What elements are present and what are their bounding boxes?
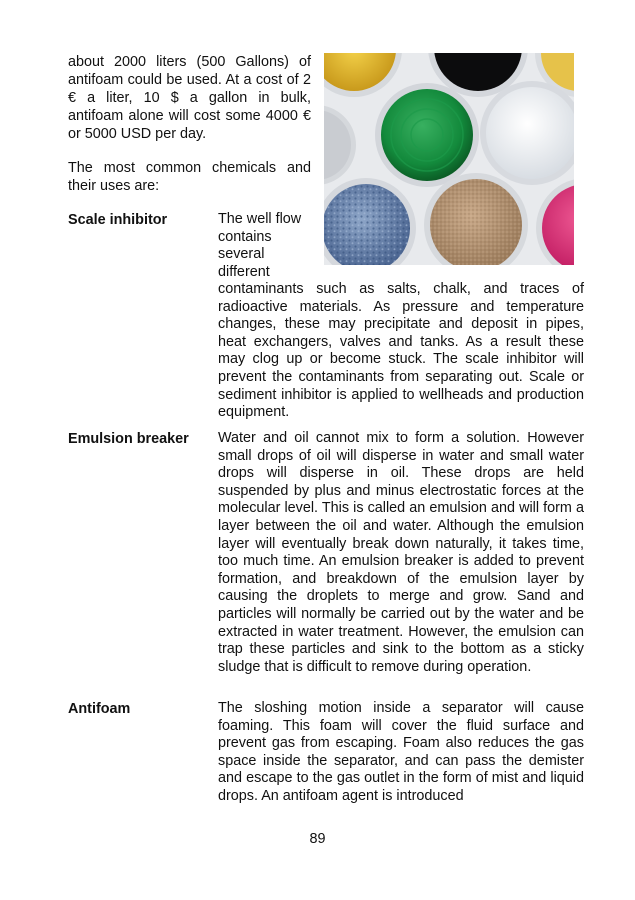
petri-dishes-image xyxy=(324,53,574,265)
intro-text xyxy=(68,53,311,195)
chemical-samples-photo xyxy=(324,53,574,265)
definition-scale-inhibitor-start: The well flow contains several different xyxy=(218,211,302,280)
page-number: 89 xyxy=(309,831,326,847)
intro-paragraph-list-lead: The most common chemicals and their uses are: xyxy=(68,160,311,194)
term-antifoam: Antifoam xyxy=(68,701,131,717)
definition-scale-inhibitor: contaminants such as salts, chalk, and traces of radioactive materials. As pressure and temperature changes, these may precipitate and deposit in pipes, heat exchangers, valves and tanks. As a result these may clog up or become stuck. The scale inhibitor will prevent the contaminants from separating out. Scale or sediment inhibitor is applied to wellheads and production equipment. xyxy=(218,281,584,421)
intro-paragraph-cost: about 2000 liters (500 Gallons) of antifoam could be used. At a cost of 2 € a liter, 10 $ a gallon in bulk, antifoam alone will cost some 4000 € or 5000 USD per day. xyxy=(68,54,311,142)
definition-emulsion-breaker: Water and oil cannot mix to form a solution. However small drops of oil will disperse in water and small water drops will disperse in oil. These drops are held suspended by plus and minus electrostatic forces at the molecular level. This is called an emulsion and will form a layer between the oil and water. Although the emulsion layer will eventually break down naturally, it takes time, too much time. An emulsion breaker is added to prevent formation, and breakdown of the emulsion layer by causing the droplets to merge and grow. Sand and particles will normally be carried out by the water and be extracted in water treatment. However, the emulsion can trap these particles and sink to the bottom as a sticky sludge that is difficult to remove during operation. xyxy=(218,430,584,675)
term-emulsion-breaker: Emulsion breaker xyxy=(68,431,189,447)
definition-antifoam: The sloshing motion inside a separator will cause foaming. This foam will cover the fluid surface and prevent gas from escaping. Foam also reduces the gas space inside the separator, and can pass the demister and escape to the gas outlet in the form of mist and liquid drops. An antifoam agent is introduced xyxy=(218,700,584,804)
term-scale-inhibitor: Scale inhibitor xyxy=(68,212,168,228)
